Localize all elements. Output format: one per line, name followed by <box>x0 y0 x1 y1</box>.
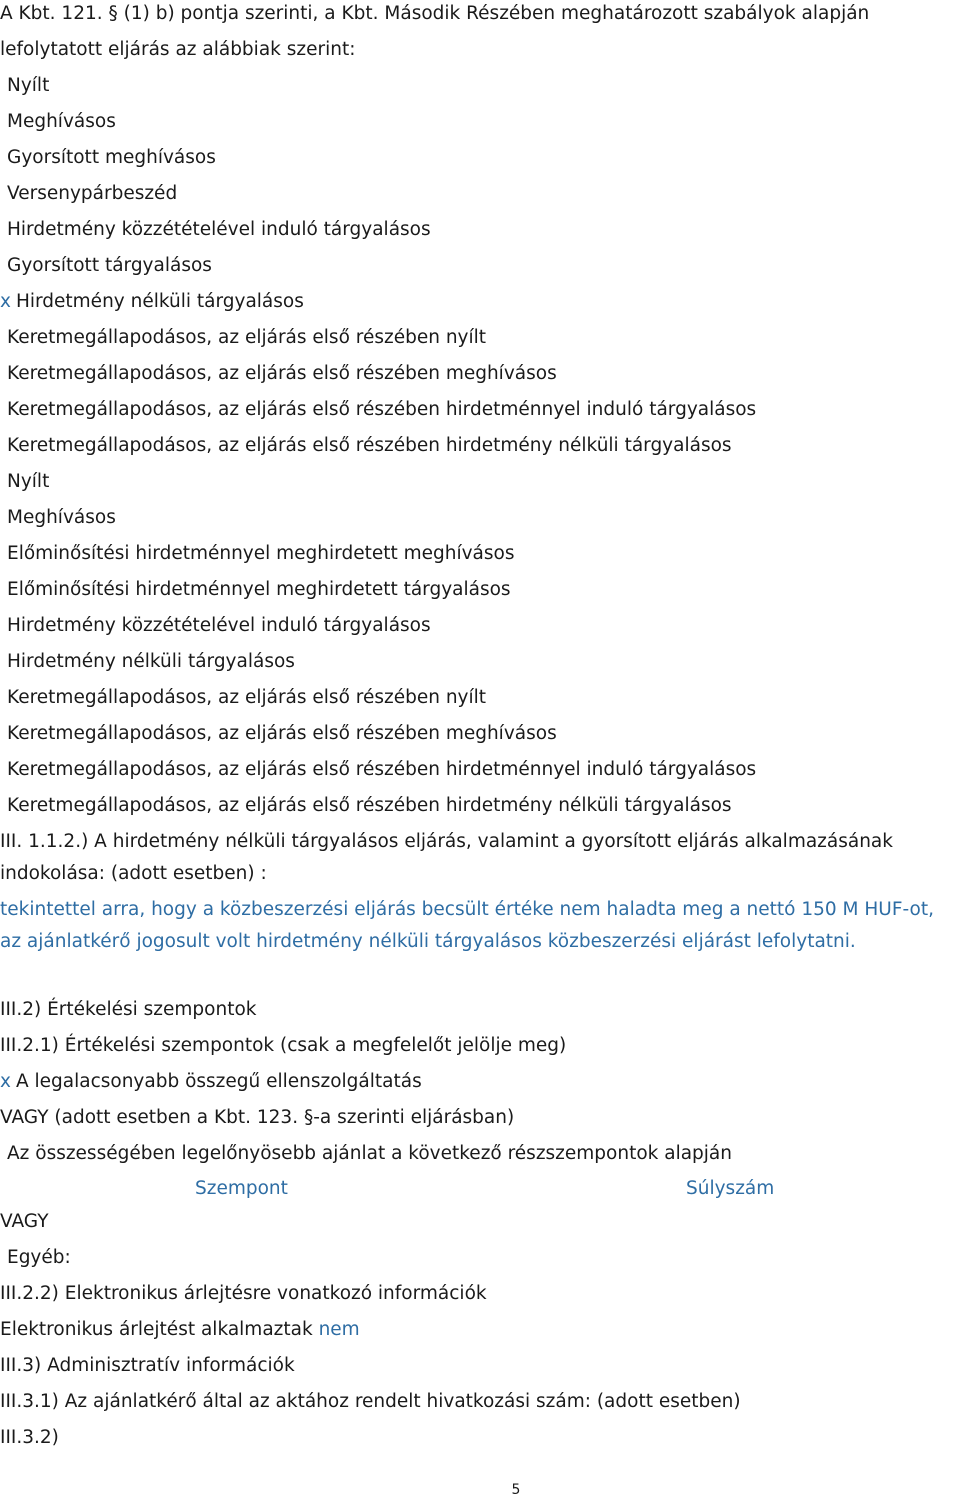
criterion-best-value: Az összességében legelőnyösebb ajánlat a következő részszempontok alapján <box>7 1143 732 1164</box>
list-item: Versenypárbeszéd <box>7 183 178 204</box>
sub-heading-evaluation-criteria: III.2.1) Értékelési szempontok (csak a megfelelőt jelölje meg) <box>0 1035 567 1056</box>
intro-line-2: lefolytatott eljárás az alábbiak szerint: <box>0 39 356 60</box>
list-item: Gyorsított meghívásos <box>7 147 216 168</box>
other-label: Egyéb: <box>7 1247 71 1268</box>
auction-label: Elektronikus árlejtést alkalmaztak <box>0 1319 313 1340</box>
justification-heading: III. 1.1.2.) A hirdetmény nélküli tárgyalásos eljárás, valamint a gyorsított eljárás alkalmazásának indokolása: (adott esetben) : <box>0 831 893 884</box>
checkbox-mark: x <box>0 291 11 312</box>
list-item: Meghívásos <box>7 507 116 528</box>
justification-answer: tekintettel arra, hogy a közbeszerzési eljárás becsült értéke nem haladta meg a nettó 150 M HUF-ot, az ajánlatkérő jogosult volt hirdetmény nélküli tárgyalásos közbeszerzési eljárást lefolytatni. <box>0 899 934 952</box>
list-item: Keretmegállapodásos, az eljárás első részében nyílt <box>7 327 487 348</box>
list-item: Hirdetmény nélküli tárgyalásos <box>7 651 295 672</box>
list-item: Keretmegállapodásos, az eljárás első részében hirdetménnyel induló tárgyalásos <box>7 399 757 420</box>
list-item: Nyílt <box>7 471 50 492</box>
admin-item-332: III.3.2) <box>0 1427 59 1448</box>
list-item: Gyorsított tárgyalásos <box>7 255 212 276</box>
list-item: Keretmegállapodásos, az eljárás első részében hirdetmény nélküli tárgyalásos <box>7 795 732 816</box>
column-header-criterion: Szempont <box>195 1178 288 1199</box>
list-item: Keretmegállapodásos, az eljárás első részében hirdetménnyel induló tárgyalásos <box>7 759 757 780</box>
column-header-weight: Súlyszám <box>686 1178 775 1199</box>
list-item: Hirdetmény közzétételével induló tárgyalásos <box>7 615 431 636</box>
list-item: Nyílt <box>7 75 50 96</box>
section-heading-admin: III.3) Adminisztratív információk <box>0 1355 295 1376</box>
auction-value: nem <box>318 1319 360 1340</box>
section-heading-auction: III.2.2) Elektronikus árlejtésre vonatkozó információk <box>0 1283 487 1304</box>
list-item-selected: x Hirdetmény nélküli tárgyalásos <box>0 291 304 312</box>
section-heading-evaluation: III.2) Értékelési szempontok <box>0 999 257 1020</box>
checkbox-mark: x <box>0 1071 11 1092</box>
intro-line-1: A Kbt. 121. § (1) b) pontja szerinti, a Kbt. Második Részében meghatározott szabályok alapján <box>0 3 870 24</box>
list-item: Keretmegállapodásos, az eljárás első részében hirdetmény nélküli tárgyalásos <box>7 435 732 456</box>
list-item: Hirdetmény közzétételével induló tárgyalásos <box>7 219 431 240</box>
list-item: Keretmegállapodásos, az eljárás első részében meghívásos <box>7 363 557 384</box>
or-kbt-123: VAGY (adott esetben a Kbt. 123. §-a szerinti eljárásban) <box>0 1107 515 1128</box>
criterion-lowest-price: x A legalacsonyabb összegű ellenszolgáltatás <box>0 1071 422 1092</box>
or-label: VAGY <box>0 1211 49 1232</box>
list-item: Előminősítési hirdetménnyel meghirdetett meghívásos <box>7 543 515 564</box>
list-item: Meghívásos <box>7 111 116 132</box>
admin-reference-number: III.3.1) Az ajánlatkérő által az aktához rendelt hivatkozási szám: (adott esetben) <box>0 1391 741 1412</box>
auction-line <box>0 1318 360 1342</box>
list-item: Előminősítési hirdetménnyel meghirdetett tárgyalásos <box>7 579 511 600</box>
list-item: Keretmegállapodásos, az eljárás első részében nyílt <box>7 687 487 708</box>
list-item: Keretmegállapodásos, az eljárás első részében meghívásos <box>7 723 557 744</box>
page-number: 5 <box>511 1482 521 1498</box>
